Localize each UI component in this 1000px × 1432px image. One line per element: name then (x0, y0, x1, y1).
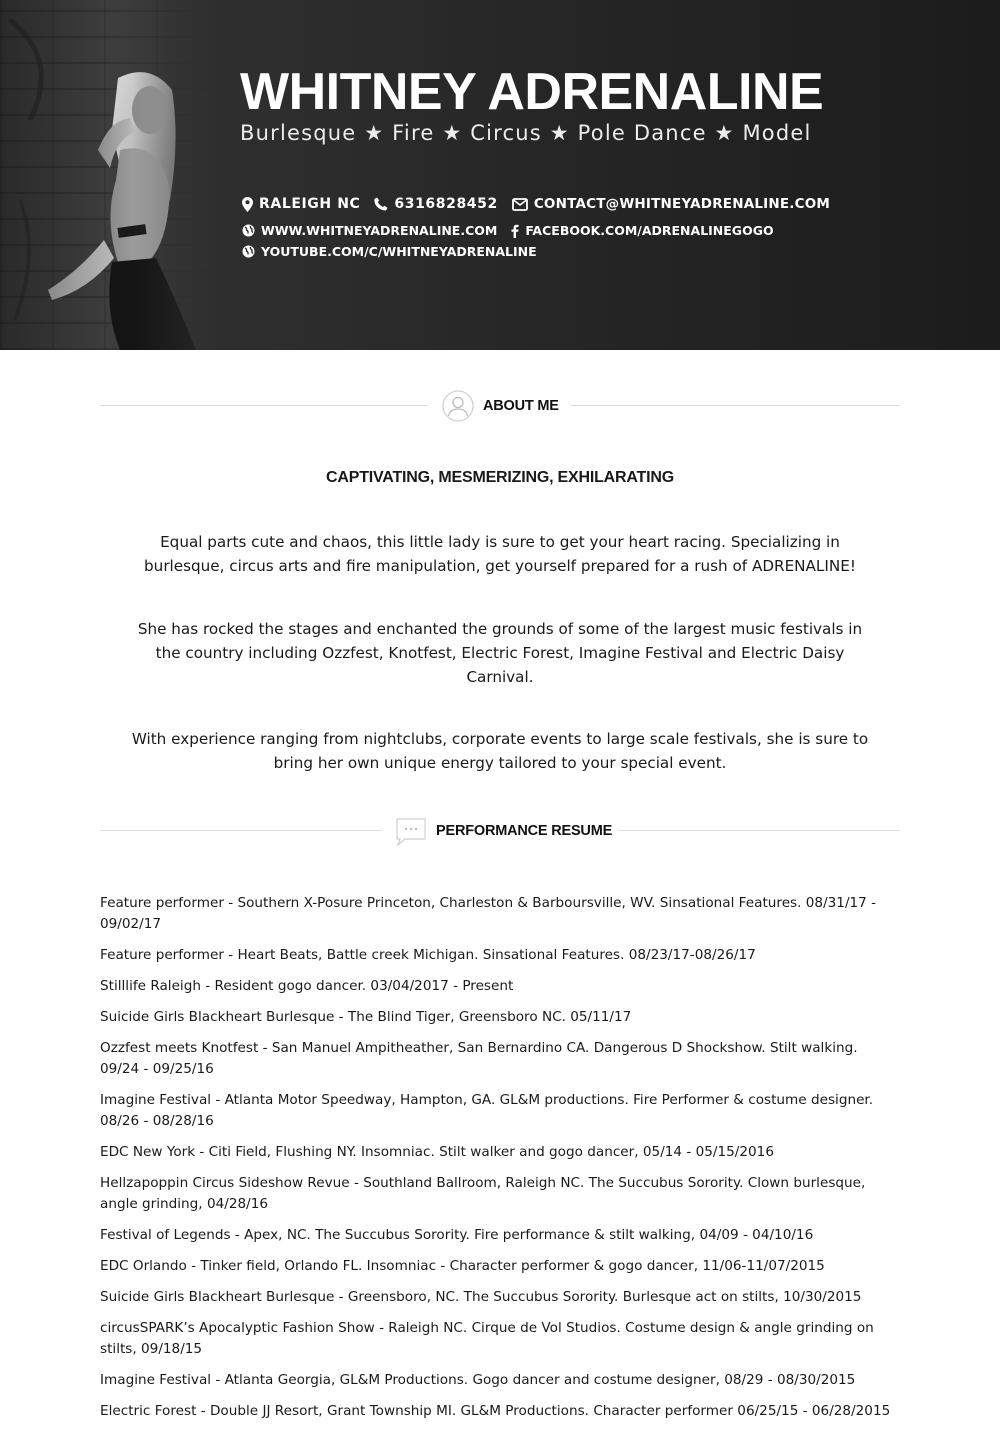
speech-bubble-icon (395, 817, 427, 847)
email-item[interactable] (512, 196, 830, 212)
divider-line (100, 830, 382, 831)
contact-row-primary (242, 196, 844, 212)
resume-section-header (100, 815, 900, 847)
about-paragraph: She has rocked the stages and enchanted the grounds of some of the largest music festivals in the country including Ozzfest, Knotfest, Electric Forest, Imagine Festival and Electric Daisy Carnival. (137, 620, 863, 686)
phone-text: 6316828452 (394, 196, 498, 212)
performer-silhouette (0, 0, 240, 350)
resume-item: Stilllife Raleigh - Resident gogo dancer. 03/04/2017 - Present (100, 978, 514, 994)
about-paragraph: Equal parts cute and chaos, this little lady is sure to get your heart racing. Specializing in burlesque, circus arts and fire manipulation, get yourself prepared for a rush of ADRENALINE! (144, 533, 856, 575)
phone-icon (374, 197, 388, 211)
resume-item: Imagine Festival - Atlanta Georgia, GL&M Productions. Gogo dancer and costume designer, 08/29 - 08/30/2015 (100, 1372, 856, 1388)
resume-item: Feature performer - Southern X-Posure Princeton, Charleston & Barboursville, WV. Sinsational Features. 08/31/17 - 09/02/17 (100, 895, 877, 932)
user-icon (442, 390, 474, 422)
about-title: ABOUT ME (483, 398, 559, 414)
resume-item: Suicide Girls Blackheart Burlesque - Greensboro, NC. The Succubus Sorority. Burlesque act on stilts, 10/30/2015 (100, 1289, 862, 1305)
envelope-icon (512, 198, 528, 211)
email-text: CONTACT@WHITNEYADRENALINE.COM (533, 196, 831, 212)
website-item[interactable] (242, 223, 497, 238)
map-marker-icon (242, 197, 253, 212)
divider-line (100, 405, 428, 406)
resume-item: Ozzfest meets Knotfest - San Manuel Ampitheather, San Bernardino CA. Dangerous D Shockshow. Stilt walking. 09/24 - 09/25/16 (100, 1040, 858, 1077)
tagline: Burlesque ★ Fire ★ Circus ★ Pole Dance ★ Model (240, 121, 812, 145)
contact-row-youtube (242, 244, 551, 259)
facebook-item[interactable] (511, 223, 773, 238)
facebook-icon (511, 224, 519, 238)
divider-line (618, 830, 900, 831)
resume-item: EDC Orlando - Tinker field, Orlando FL. Insomniac - Character performer & gogo dancer, 11/06-11/07/2015 (100, 1258, 825, 1274)
resume-item: Imagine Festival - Atlanta Motor Speedway, Hampton, GA. GL&M productions. Fire Performer & costume designer. 08/26 - 08/28/16 (100, 1092, 874, 1129)
performer-name: WHITNEY ADRENALINE (240, 63, 824, 121)
about-subtitle: CAPTIVATING, MESMERIZING, EXHILARATING (326, 469, 674, 486)
resume-header (0, 0, 1000, 350)
globe-icon (242, 224, 255, 237)
resume-item: Festival of Legends - Apex, NC. The Succubus Sorority. Fire performance & stilt walking, 04/09 - 04/10/16 (100, 1227, 814, 1243)
resume-list (100, 893, 900, 1432)
globe-icon (242, 245, 255, 258)
resume-item: Electric Forest - Double JJ Resort, Grant Township MI. GL&M Productions. Character performer 06/25/15 - 06/28/2015 (100, 1403, 891, 1419)
facebook-text: FACEBOOK.COM/ADRENALINEGOGO (525, 223, 774, 238)
divider-line (571, 405, 900, 406)
website-text: WWW.WHITNEYADRENALINE.COM (261, 223, 498, 238)
resume-item: Feature performer - Heart Beats, Battle creek Michigan. Sinsational Features. 08/23/17-08/26/17 (100, 947, 756, 963)
youtube-text: YOUTUBE.COM/C/WHITNEYADRENALINE (261, 244, 537, 259)
resume-item: Hellzapoppin Circus Sideshow Revue - Southland Ballroom, Raleigh NC. The Succubus Sorority. Clown burlesque, angle grinding, 04/28/16 (100, 1175, 866, 1212)
youtube-item[interactable] (242, 244, 537, 259)
resume-item: circusSPARK’s Apocalyptic Fashion Show - Raleigh NC. Cirque de Vol Studios. Costume design & angle grinding on stilts, 09/18/15 (100, 1320, 874, 1357)
resume-item: EDC New York - Citi Field, Flushing NY. Insomniac. Stilt walker and gogo dancer, 05/14 - 05/15/2016 (100, 1144, 774, 1160)
profile-photo (0, 0, 240, 350)
phone-item[interactable] (374, 196, 497, 212)
about-section-header (100, 390, 900, 422)
resume-title: PERFORMANCE RESUME (436, 823, 613, 839)
about-paragraph: With experience ranging from nightclubs, corporate events to large scale festivals, she is sure to bring her own unique energy tailored to your special event. (131, 730, 869, 772)
contact-row-links (242, 223, 788, 238)
resume-item: Suicide Girls Blackheart Burlesque - The Blind Tiger, Greensboro NC. 05/11/17 (100, 1009, 632, 1025)
location-text: RALEIGH NC (259, 196, 361, 212)
location-item (242, 196, 360, 212)
